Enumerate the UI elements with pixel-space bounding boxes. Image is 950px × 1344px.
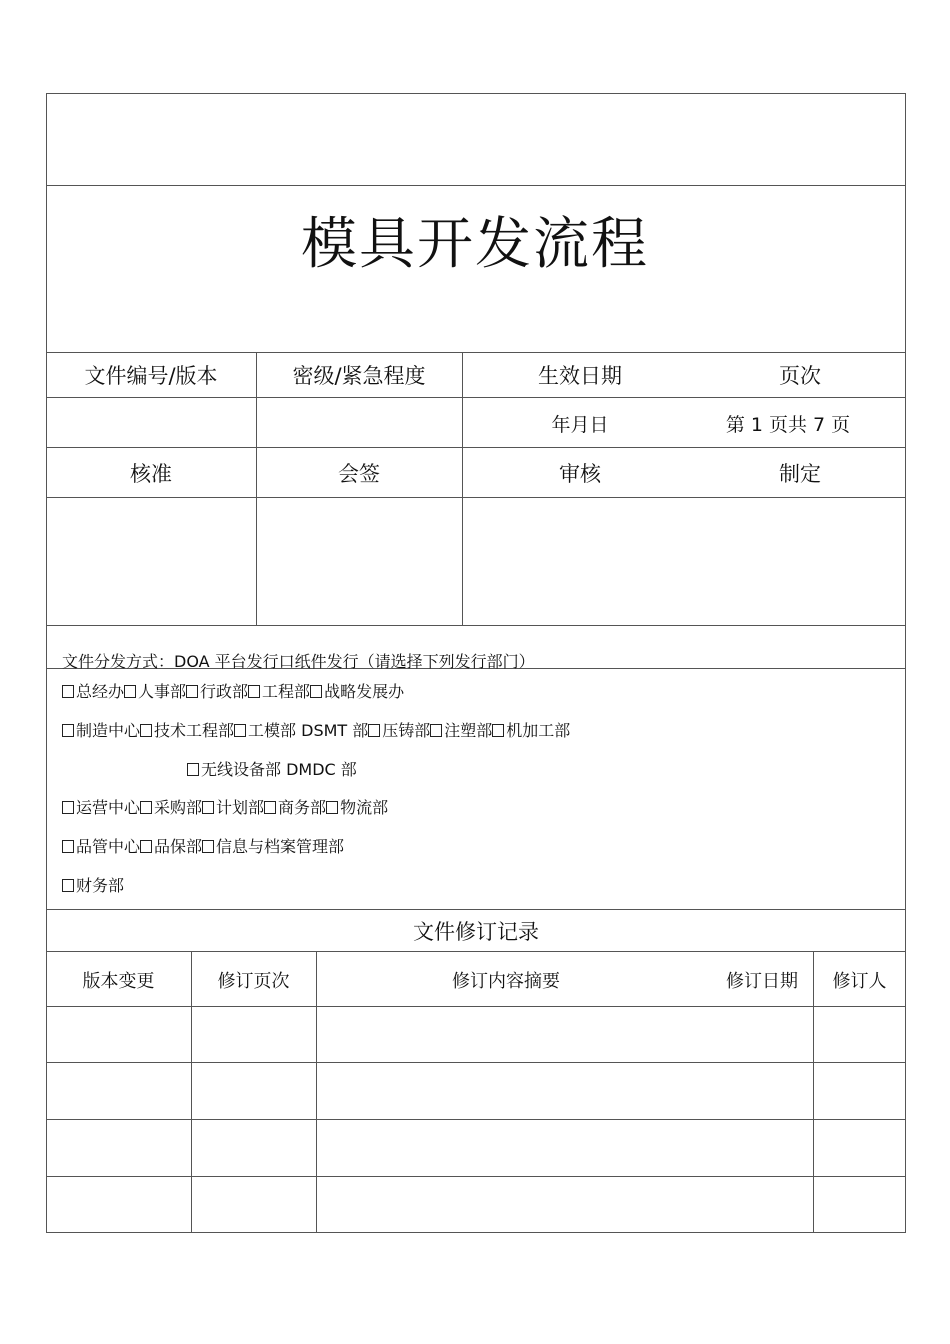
dept-label: 压铸部: [382, 721, 431, 740]
approve-header: 核准: [130, 462, 172, 486]
checkbox[interactable]: [140, 724, 152, 737]
dept-label: 财务部: [76, 876, 125, 895]
distribution-row: [62, 873, 124, 896]
prepare-header: 制定: [779, 462, 821, 486]
checkbox[interactable]: [492, 724, 504, 737]
dept-label: 制造中心: [76, 721, 141, 740]
checkbox[interactable]: [248, 685, 260, 698]
checkbox[interactable]: [310, 685, 322, 698]
divider: [46, 625, 906, 626]
page-title: 模具开发流程: [301, 212, 649, 277]
distribution-method: 文件分发方式：DOA 平台发行口纸件发行（请选择下列发行部门）: [62, 652, 535, 671]
dept-label: 物流部: [340, 798, 389, 817]
divider: [46, 1176, 906, 1177]
checkbox[interactable]: [62, 801, 74, 814]
dept-label: 人事部: [138, 682, 187, 701]
date-header: 修订日期: [726, 970, 798, 992]
checkbox[interactable]: [326, 801, 338, 814]
checkbox[interactable]: [430, 724, 442, 737]
dept-label: 行政部: [200, 682, 249, 701]
summary-header: 修订内容摘要: [452, 970, 560, 992]
checkbox[interactable]: [62, 879, 74, 892]
dept-label: 总经办: [76, 682, 125, 701]
checkbox[interactable]: [140, 840, 152, 853]
checkbox[interactable]: [62, 840, 74, 853]
distribution-row: [62, 834, 344, 857]
dept-label: 计划部: [216, 798, 265, 817]
divider: [46, 1062, 906, 1063]
reviser-header: 修订人: [832, 970, 887, 992]
divider: [462, 352, 463, 625]
dept-label: 信息与档案管理部: [216, 837, 345, 856]
divider: [46, 1119, 906, 1120]
checkbox[interactable]: [368, 724, 380, 737]
security-header: 密级/紧急程度: [292, 364, 426, 388]
checkbox[interactable]: [202, 801, 214, 814]
doc-no-header: 文件编号/版本: [84, 364, 218, 388]
dept-label: 品管中心: [76, 837, 141, 856]
checkbox[interactable]: [187, 763, 199, 776]
dept-label: 注塑部: [444, 721, 493, 740]
divider: [316, 951, 317, 1233]
page-header: 页次: [779, 364, 821, 388]
dept-label: 战略发展办: [324, 682, 405, 701]
revision-title: 文件修订记录: [413, 919, 539, 944]
checkbox[interactable]: [186, 685, 198, 698]
review-header: 审核: [559, 462, 601, 486]
dept-label: 技术工程部: [154, 721, 235, 740]
checkbox[interactable]: [62, 685, 74, 698]
distribution-row: [62, 679, 404, 702]
dept-label: 工模部 DSMT 部: [248, 721, 369, 740]
checkbox[interactable]: [62, 724, 74, 737]
dept-label: 无线设备部 DMDC 部: [201, 760, 357, 779]
dept-label: 商务部: [278, 798, 327, 817]
checkbox[interactable]: [124, 685, 136, 698]
distribution-row: [187, 757, 357, 780]
pages-header: 修订页次: [217, 970, 290, 992]
divider: [46, 185, 906, 186]
effective-date-header: 生效日期: [538, 364, 622, 388]
distribution-row: [62, 795, 388, 818]
version-header: 版本变更: [82, 970, 155, 992]
dept-label: 工程部: [262, 682, 311, 701]
effective-date-value: 年月日: [551, 413, 609, 436]
distribution-row: [62, 718, 570, 741]
dept-label: 采购部: [154, 798, 203, 817]
dept-label: 品保部: [154, 837, 203, 856]
dept-label: 运营中心: [76, 798, 141, 817]
checkbox[interactable]: [234, 724, 246, 737]
checkbox[interactable]: [140, 801, 152, 814]
countersign-header: 会签: [338, 462, 380, 486]
checkbox[interactable]: [264, 801, 276, 814]
page-value: 第 1 页共 7 页: [725, 413, 851, 436]
checkbox[interactable]: [202, 840, 214, 853]
dept-label: 机加工部: [506, 721, 571, 740]
